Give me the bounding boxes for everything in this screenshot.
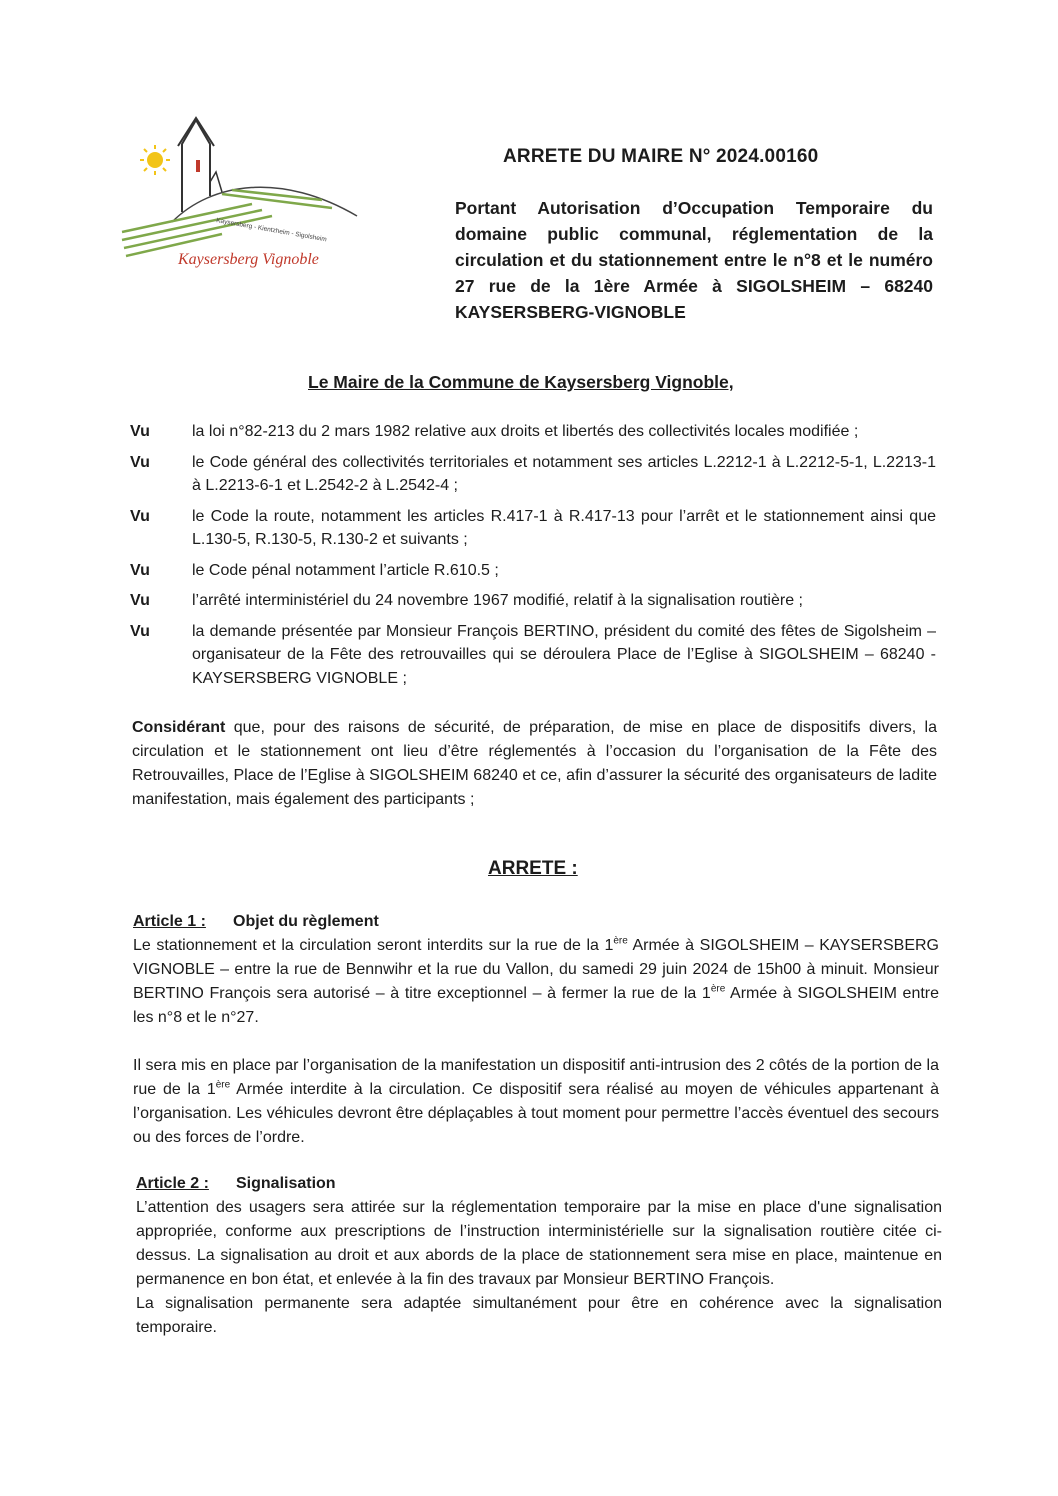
vu-label: Vu	[130, 561, 150, 579]
article-title: Signalisation	[236, 1175, 336, 1192]
considerant-text: que, pour des raisons de sécurité, de préparation, de mise en place de dispositifs divers, la circulation et le stationnement ont lieu d’être réglementés à l’occasion du l’organisation de la Fête des Retrouvailles, Place de l’Eglise à SIGOLSHEIM 68240 et ce, afin d’assurer la sécurité des organisateurs de ladite manifestation, mais également des participants ;	[132, 719, 937, 808]
considerant-paragraph	[132, 716, 937, 812]
text-run: Le stationnement et la circulation seront interdits sur la rue de la 1	[133, 937, 614, 954]
vu-list	[130, 420, 936, 697]
text-run: Armée à SIGOLSHEIM – KAYSERSBERG VIGNOBLE – entre la rue de Bennwihr et la rue du Vallon, du samedi 29 juin 2024 de 15h00 à minuit. Monsieur BERTINO François sera autorisé – à titre exceptionnel – à fermer la rue de la 1	[133, 937, 939, 1002]
church-vineyard-icon	[112, 112, 362, 282]
vu-text: le Code pénal notamment l’article R.610.5 ;	[192, 561, 499, 579]
vu-item	[130, 451, 936, 498]
vu-label: Vu	[130, 507, 150, 525]
maire-line: Le Maire de la Commune de Kaysersberg Vignoble,	[308, 372, 734, 392]
article-number: Article 1 :	[133, 913, 206, 930]
logo-town-line: Kaysersberg - Kientzheim - Sigolsheim	[215, 217, 328, 244]
arrete-heading: ARRETE :	[488, 858, 578, 879]
vu-label: Vu	[130, 592, 150, 609]
article-heading	[136, 1172, 942, 1196]
commune-logo	[112, 112, 362, 282]
text-run: Il sera mis en place par l’organisation de la manifestation un dispositif anti-intrusion des 2 côtés de la portion de la rue de la 1	[133, 1057, 939, 1098]
vu-text: l’arrêté interministériel du 24 novembre 1967 modifié, relatif à la signalisation routière ;	[192, 592, 803, 609]
vu-item	[130, 559, 936, 583]
article-number: Article 2 :	[136, 1175, 209, 1192]
vu-label: Vu	[130, 423, 150, 440]
article-2	[136, 1172, 942, 1340]
text-run: Armée interdite à la circulation. Ce dispositif sera réalisé au moyen de véhicules appartenant à l’organisation. Les véhicules devront être déplaçables à tout moment pour permettre l’accès éventuel des secours ou des forces de l’ordre.	[133, 1081, 940, 1146]
article-1	[133, 910, 939, 1150]
article-paragraph	[133, 1054, 939, 1150]
arrete-subtitle: Portant Autorisation d’Occupation Temporaire du domaine public communal, réglementation de la circulation et du stationnement entre le n°8 et le numéro 27 rue de la 1ère Armée à SIGOLSHEIM – 68240 KAYSERSBERG-VIGNOBLE	[455, 198, 933, 322]
superscript: ère	[613, 935, 628, 947]
superscript: ère	[710, 983, 726, 995]
superscript: ère	[215, 1079, 231, 1091]
vu-item	[130, 589, 936, 613]
article-paragraph: L’attention des usagers sera attirée sur la réglementation temporaire par la mise en place d'une signalisation appropriée, conforme aux prescriptions de l’instruction interministérielle sur la signalisation routière citée ci-dessus. La signalisation au droit et aux abords de la place de stationnement sera mise en place, maintenue en permanence en bon état, et enlevée à la fin des travaux par Monsieur BERTINO François.	[136, 1199, 942, 1288]
text-run: Armée à SIGOLSHEIM entre les n°8 et le n°27.	[133, 985, 940, 1026]
vu-item	[130, 620, 936, 691]
article-paragraph	[133, 934, 939, 1030]
article-paragraph: La signalisation permanente sera adaptée simultanément pour être en cohérence avec la signalisation temporaire.	[136, 1295, 942, 1336]
vu-text: le Code général des collectivités territoriales et notamment ses articles L.2212-1 à L.2212-5-1, L.2213-1 à L.2213-6-1 et L.2542-2 à L.2542-4 ;	[192, 453, 936, 494]
article-title: Objet du règlement	[233, 913, 379, 930]
vu-label: Vu	[130, 622, 150, 640]
vu-label: Vu	[130, 453, 150, 471]
logo-brand: Kaysersberg Vignoble	[178, 251, 319, 268]
article-heading	[133, 910, 939, 934]
vu-item	[130, 420, 936, 444]
vu-item	[130, 505, 936, 552]
considerant-lead: Considérant	[132, 719, 226, 736]
vu-text: la loi n°82-213 du 2 mars 1982 relative aux droits et libertés des collectivités locales modifiée ;	[192, 423, 859, 440]
vu-text: le Code la route, notamment les articles R.417-1 à R.417-13 pour l’arrêt et le stationnement ainsi que L.130-5, R.130-5, R.130-2 et suivants ;	[192, 507, 936, 548]
arrete-title: ARRETE DU MAIRE N° 2024.00160	[503, 146, 819, 167]
vu-text: la demande présentée par Monsieur François BERTINO, président du comité des fêtes de Sigolsheim – organisateur de la Fête des retrouvailles qui se déroulera Place de l’Eglise à SIGOLSHEIM – 68240 - KAYSERSBERG VIGNOBLE ;	[192, 622, 936, 687]
